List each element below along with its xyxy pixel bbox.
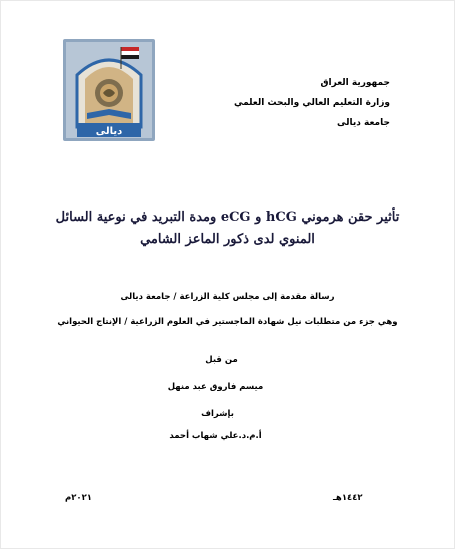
supervisor — [1, 431, 454, 441]
supervisor-name: أ.م.د.علي شهاب أحمد — [169, 431, 262, 441]
gregorian-date: ٢٠٢١م — [65, 493, 92, 503]
university-name: جامعة ديالى — [337, 118, 390, 128]
by-label: من قبل — [205, 355, 238, 365]
university-logo — [63, 39, 155, 141]
thesis-title — [41, 207, 414, 251]
title-line-1: تأثير حقن هرموني hCG و eCG ومدة التبريد في نوعية السائل — [55, 210, 400, 225]
university-of-diyala-logo-icon — [63, 39, 155, 141]
supervision-label: بإشراف — [201, 409, 234, 419]
byline — [1, 347, 454, 428]
hijri-date: ١٤٤٢هـ — [333, 493, 363, 503]
submission-statement — [21, 285, 434, 335]
ministry-name: وزارة التعليم العالي والبحث العلمي — [233, 98, 390, 108]
submission-line-1: رسالة مقدمة إلى مجلس كلية الزراعة / جامعة ديالى — [120, 292, 335, 302]
country-name: جمهورية العراق — [320, 78, 390, 88]
submission-line-2: وهي جزء من متطلبات نيل شهادة الماجستير في العلوم الزراعية / الإنتاج الحيواني — [57, 317, 398, 327]
title-line-2: المنوي لدى ذكور الماعز الشامي — [140, 232, 315, 247]
author-name: ميسم فاروق عبد منهل — [167, 382, 264, 392]
logo-wordmark: ديالى — [95, 126, 123, 137]
institution-header — [210, 73, 390, 133]
